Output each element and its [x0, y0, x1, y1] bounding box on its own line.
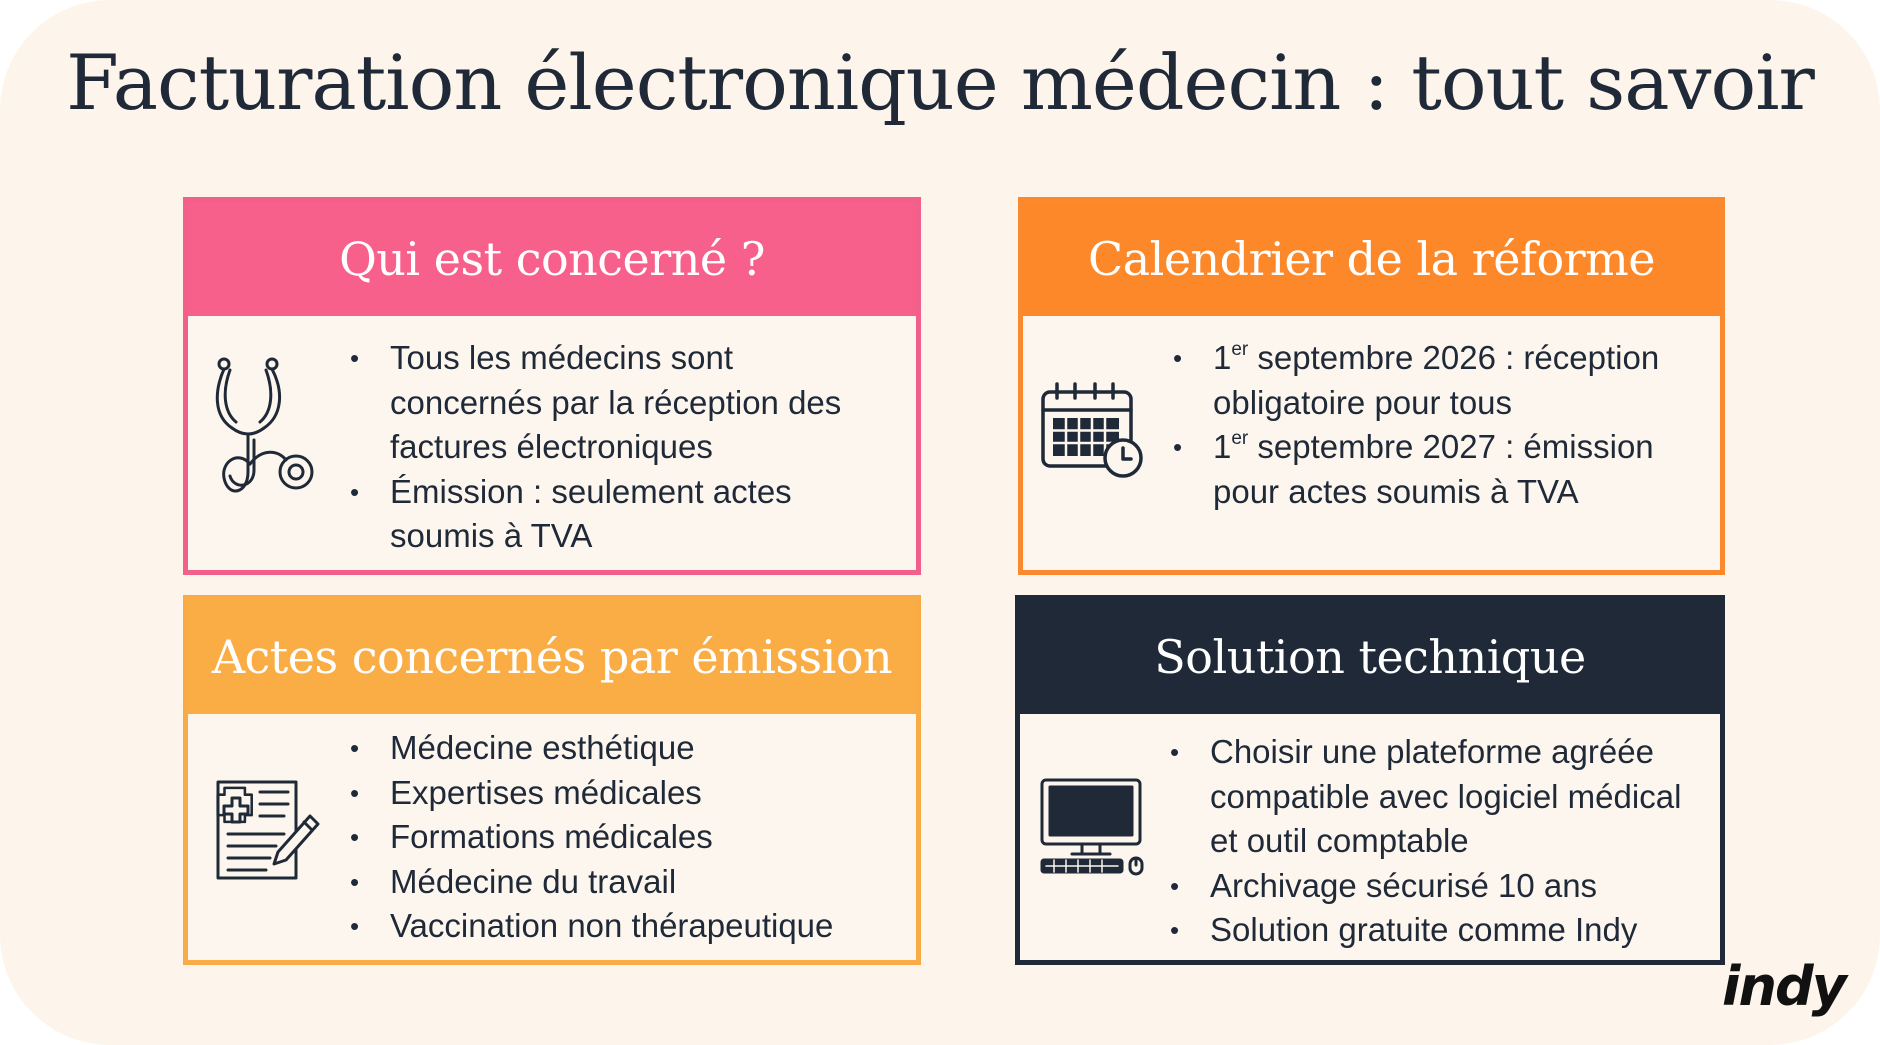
list-item: • Médecine du travail [350, 860, 910, 905]
list-item: • Expertises médicales [350, 771, 910, 816]
list-item: • 1er septembre 2026 : réception obligatoire pour tous [1173, 336, 1713, 425]
bullet-list [1173, 336, 1713, 514]
list-item: • 1er septembre 2027 : émission pour actes soumis à TVA [1173, 425, 1713, 514]
card-body [188, 316, 916, 570]
stethoscope-icon [210, 354, 316, 498]
calendar-clock-icon [1039, 378, 1149, 482]
medical-form-icon [214, 776, 324, 884]
indy-logo: indy [1722, 955, 1845, 1018]
card-heading: Qui est concerné ? [188, 202, 916, 316]
list-item: • Formations médicales [350, 815, 910, 860]
page-title: Facturation électronique médecin : tout savoir [66, 38, 1814, 127]
list-item: • Vaccination non thérapeutique [350, 904, 910, 949]
card-body [1020, 714, 1720, 960]
bullet-list [350, 336, 890, 559]
card-body [1023, 316, 1720, 570]
card-heading: Actes concernés par émission [188, 600, 916, 714]
desktop-computer-icon [1038, 776, 1148, 876]
list-item: • Émission : seulement actes soumis à TVA [350, 470, 890, 559]
card-heading: Calendrier de la réforme [1023, 202, 1720, 316]
list-item: • Tous les médecins sont concernés par la réception des factures électroniques [350, 336, 890, 470]
card-acts-concerned [183, 595, 921, 965]
card-heading: Solution technique [1020, 600, 1720, 714]
card-technical-solution [1015, 595, 1725, 965]
list-item: • Archivage sécurisé 10 ans [1170, 864, 1715, 909]
card-reform-calendar [1018, 197, 1725, 575]
list-item: • Solution gratuite comme Indy [1170, 908, 1715, 953]
bullet-list [1170, 730, 1715, 953]
list-item: • Choisir une plateforme agréée compatible avec logiciel médical et outil comptable [1170, 730, 1715, 864]
card-who-is-concerned [183, 197, 921, 575]
bullet-list [350, 726, 910, 949]
card-body [188, 714, 916, 960]
list-item: • Médecine esthétique [350, 726, 910, 771]
